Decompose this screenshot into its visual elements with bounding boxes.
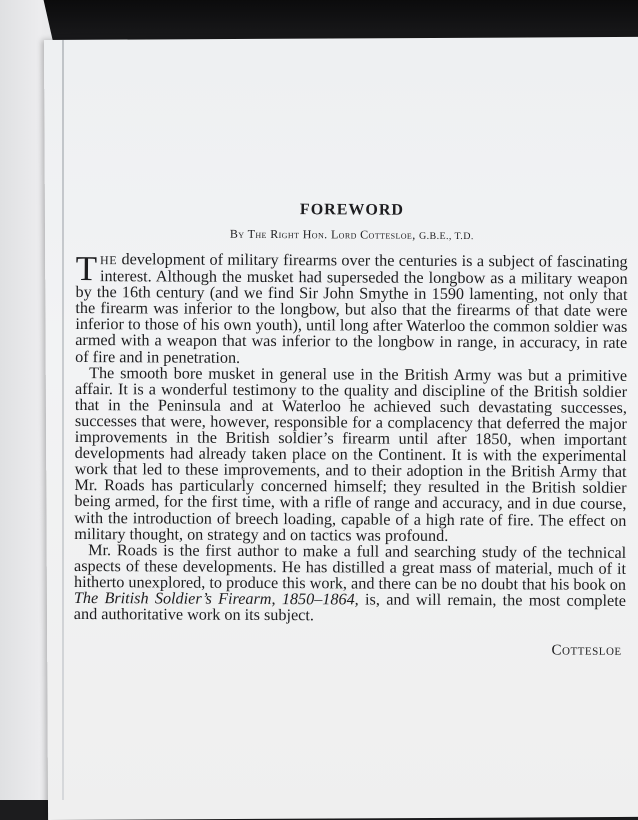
signature: Cottesloe — [551, 642, 622, 660]
byline-name: By The Right Hon. Lord Cottesloe, — [229, 226, 416, 242]
paragraph-3-text-after: is, and will remain, the most complete and authoritative work on its subject. — [73, 590, 626, 625]
paragraph-1-text: development of military firearms over the centuries is a subject of fascinating interest. Although the musket had superseded the longbow as a military weapon by the 16th century (and we find Sir John Smythe in 1590 lamenting, not only that the firearm was inferior to the longbow, but also that the firearms of that date were inferior to those of his own youth), until long after Waterloo the common soldier was armed with a weapon that was inferior to the longbow in range, in accuracy, in rate of fire and in penetration. — [75, 250, 628, 367]
paragraph-1 — [75, 248, 628, 368]
drop-cap: T — [75, 248, 98, 289]
first-word-rest: HE — [100, 253, 118, 268]
byline — [76, 226, 628, 244]
paragraph-2 — [74, 365, 627, 545]
page-gutter — [62, 40, 64, 800]
page-title: FOREWORD — [299, 201, 404, 219]
book-title: The British Soldier’s Firearm, 1850–1864, — [73, 588, 359, 609]
paragraph-3 — [74, 542, 626, 625]
foreword-content — [74, 200, 628, 660]
paragraph-3-text-before: Mr. Roads is the first author to make a full and searching study of the technical aspects of these developments. He has distilled a great mass of material, much of it hitherto unexplored, to produce this work, and there can be no doubt that his book on — [73, 540, 627, 594]
paragraph-2-text: The smooth bore musket in general use in the British Army was but a primitive affair. It is a wonderful testimony to the quality and discipline of the British soldier that in the Peninsula and at Waterloo he achieved such devastating successes, successes that were, however, responsible for a complacency that deferred the major improvements in the British soldier’s firearm until after 1850, when important developments had already taken place on the Continent. It is with the experimental work that led to these improvements, and to their adoption in the British Army that Mr. Roads has particularly concerned himself; they resulted in the British soldier being armed, for the first time, with a rifle of range and accuracy, and in due course, with the introduction of breech loading, capable of a high rate of fire. The effect on military thought, on strategy and on tactics was profound. — [74, 363, 628, 545]
byline-honours: G.B.E., T.D. — [419, 230, 474, 243]
